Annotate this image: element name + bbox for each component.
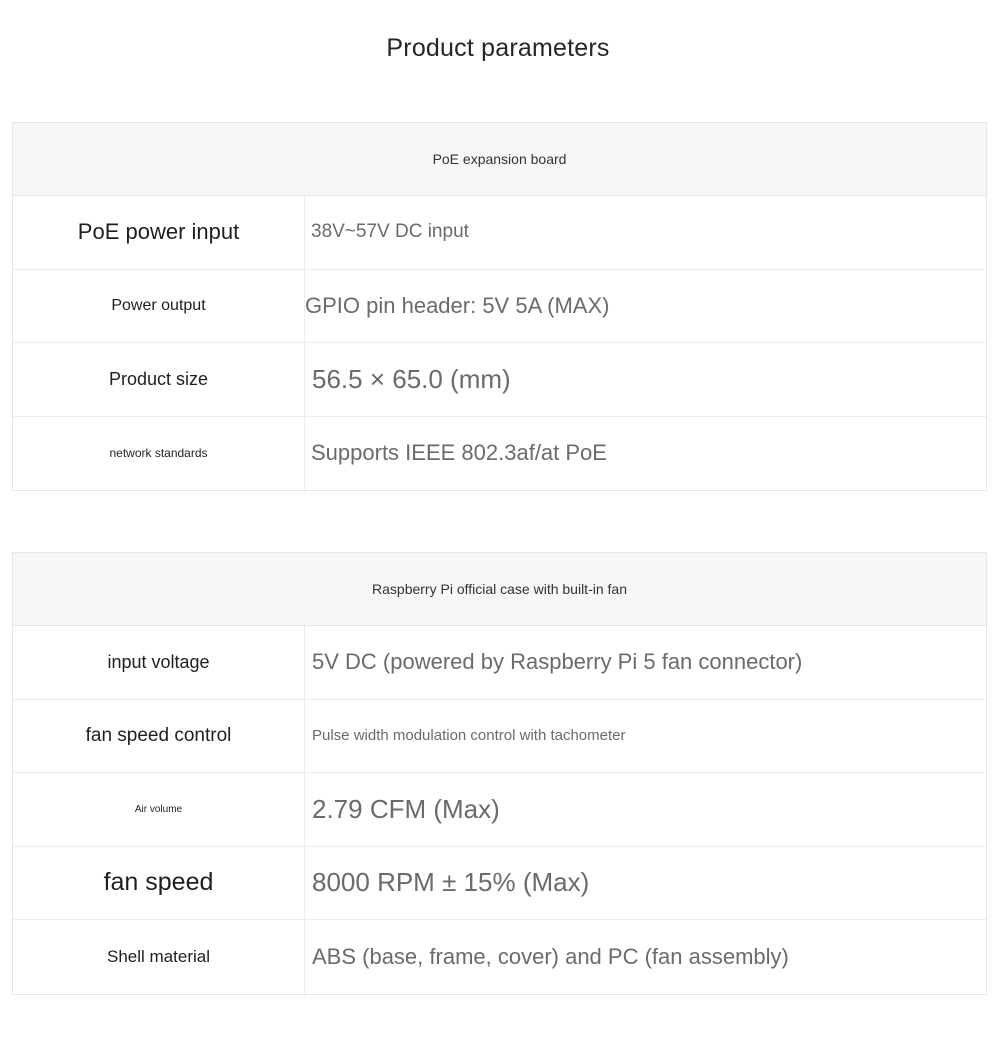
table-row <box>13 343 986 417</box>
fan-case-spec-table <box>12 552 987 995</box>
spec-label: PoE power input <box>13 196 305 269</box>
table-row <box>13 417 986 491</box>
table-row <box>13 270 986 344</box>
spec-value: Pulse width modulation control with tachometer <box>312 727 626 745</box>
spec-value: GPIO pin header: 5V 5A (MAX) <box>305 292 610 318</box>
spec-label: input voltage <box>13 626 305 699</box>
table-row <box>13 626 986 700</box>
table-row <box>13 700 986 774</box>
table-row <box>13 847 986 921</box>
spec-value: 56.5 × 65.0 (mm) <box>312 363 511 394</box>
spec-label: network standards <box>13 417 305 491</box>
spec-value: 38V~57V DC input <box>311 221 469 243</box>
spec-value: 8000 RPM ± 15% (Max) <box>312 867 590 898</box>
spec-label: Shell material <box>13 920 305 994</box>
spec-label: fan speed <box>13 847 305 920</box>
page-title: Product parameters <box>386 34 610 62</box>
table-header-poe-board: PoE expansion board <box>13 123 986 196</box>
spec-value: Supports IEEE 802.3af/at PoE <box>311 440 607 466</box>
spec-value: 5V DC (powered by Raspberry Pi 5 fan connector) <box>312 649 803 675</box>
spec-value: ABS (base, frame, cover) and PC (fan assembly) <box>312 943 789 969</box>
spec-label: fan speed control <box>13 700 305 773</box>
table-row <box>13 773 986 847</box>
spec-value: 2.79 CFM (Max) <box>312 793 500 824</box>
table-row <box>13 920 986 994</box>
poe-board-spec-table <box>12 122 987 491</box>
spec-label: Air volume <box>13 773 305 846</box>
spec-label: Product size <box>13 343 305 416</box>
table-header-fan-case: Raspberry Pi official case with built-in fan <box>13 553 986 626</box>
spec-label: Power output <box>13 270 305 343</box>
table-row <box>13 196 986 270</box>
